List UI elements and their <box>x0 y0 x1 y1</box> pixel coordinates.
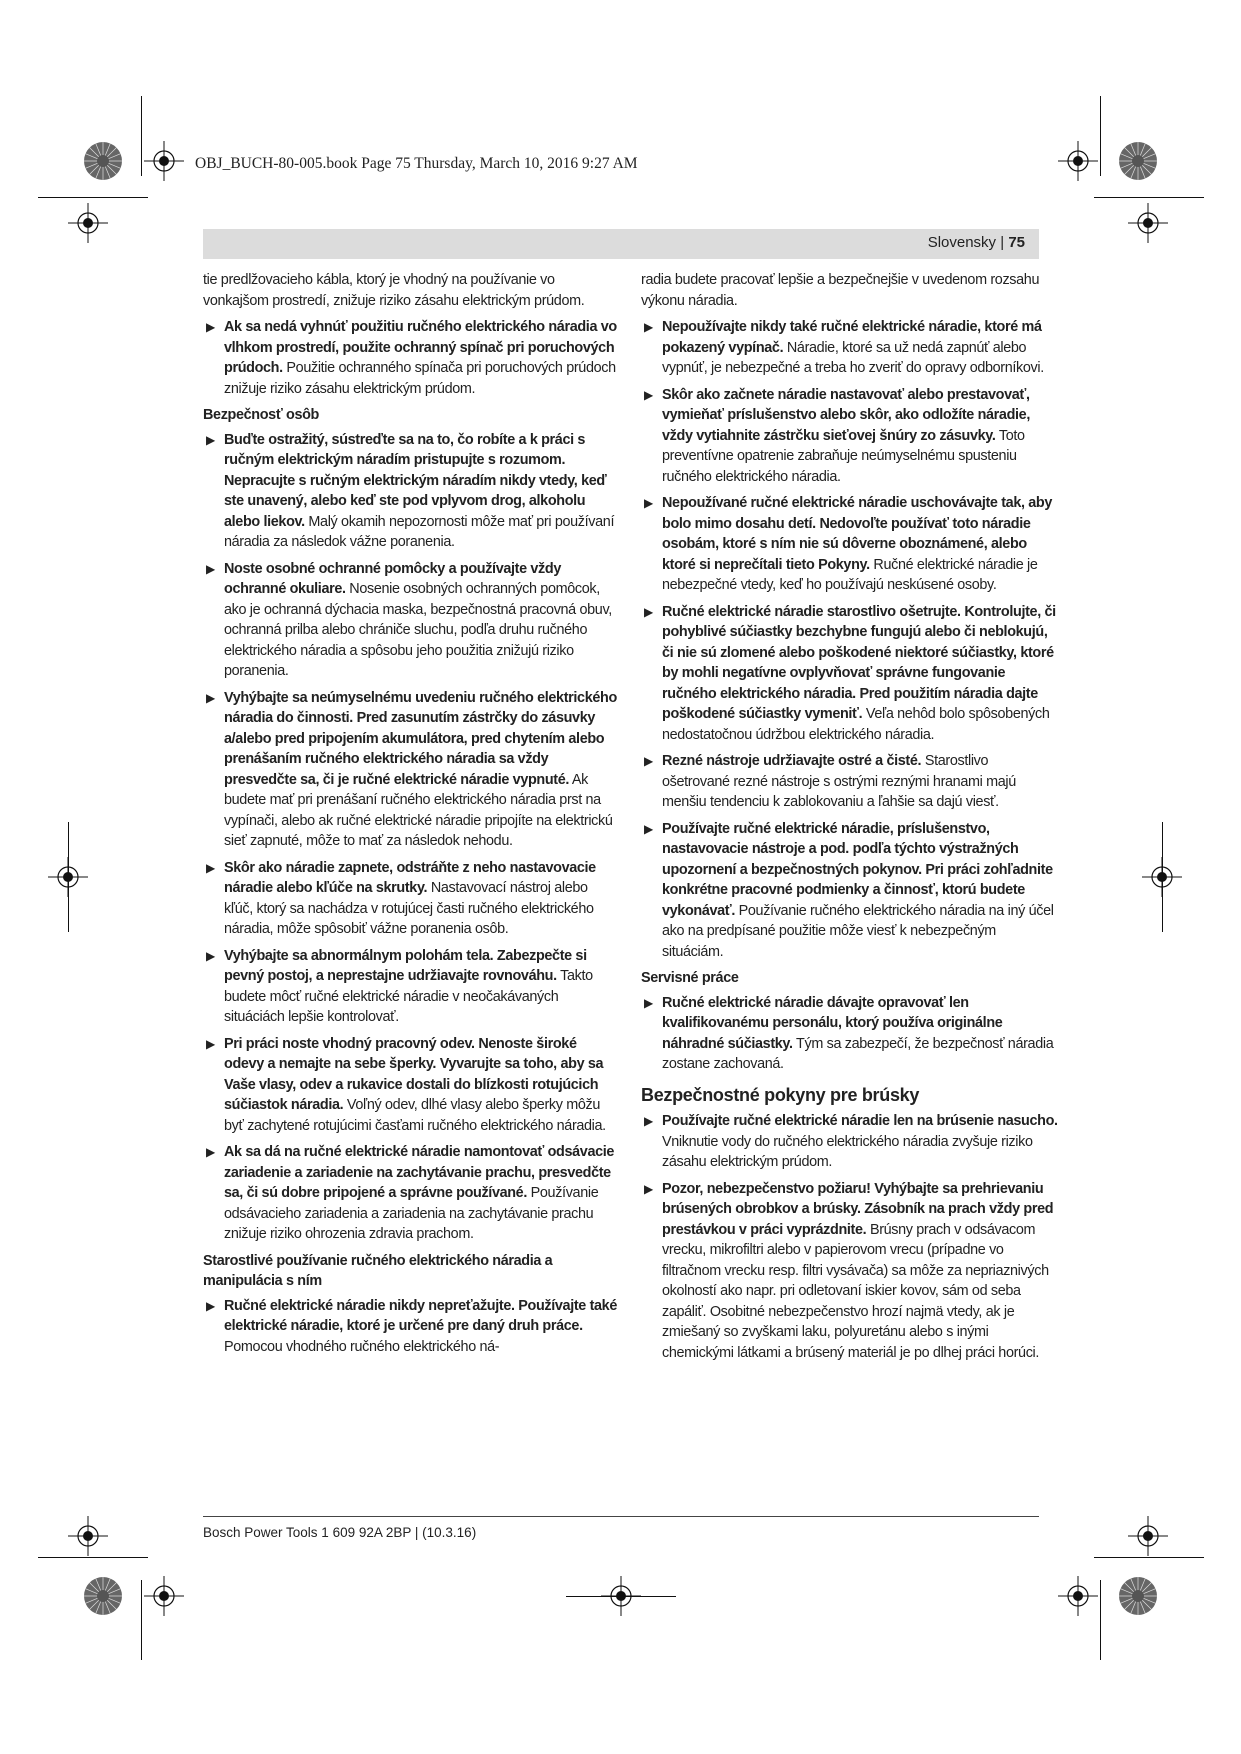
bullet-triangle-icon: ▶ <box>206 432 215 447</box>
right-items-b <box>641 993 1059 1075</box>
bullet-item <box>203 317 619 399</box>
bullet-text: Používanie ručného elektrického náradia na iný účel ako na predpísané použitie môže viesť k nebezpečným situáciám. <box>662 902 1054 960</box>
header-language: Slovensky <box>927 234 997 251</box>
bullet-triangle-icon: ▶ <box>206 860 215 875</box>
bullet-bold-lead: Rezné nástroje udržiavajte ostré a čisté. <box>662 753 922 769</box>
bullet-text: Vniknutie vody do ručného elektrického náradia zvyšuje riziko zásahu elektrickým prúdom. <box>662 1133 1033 1170</box>
left-items-a <box>203 317 619 399</box>
bullet-bold-lead: Používajte ručné elektrické náradie len na brúsenie nasucho. <box>662 1113 1058 1129</box>
bullet-text: Náradie, ktoré sa už nedá zapnúť alebo vypnúť, je nebezpečné a treba ho zveriť do opravy odborníkovi. <box>662 339 1044 376</box>
bullet-item <box>641 1111 1059 1173</box>
bullet-item <box>203 1142 619 1245</box>
bullet-triangle-icon: ▶ <box>644 496 653 510</box>
color-wheel-bottom-right <box>1118 1576 1158 1616</box>
bullet-item <box>203 946 619 1028</box>
footer-imprint: Bosch Power Tools 1 609 92A 2BP | (10.3.16) <box>203 1525 477 1540</box>
color-wheel-top-right <box>1118 141 1158 181</box>
page-number: 75 <box>1008 234 1025 251</box>
crosshair-bottom-right-b <box>1058 1576 1098 1616</box>
bullet-text: Tým sa zabezpečí, že bezpečnosť náradia zostane zachovaná. <box>662 1035 1054 1072</box>
bullet-item <box>641 602 1059 746</box>
color-wheel-top-left <box>83 141 123 181</box>
bullet-item <box>641 1179 1059 1364</box>
bullet-bold-lead: Skôr ako náradie zapnete, odstráňte z neho nastavovacie náradie alebo kľúče na skrutky. <box>224 859 596 896</box>
bullet-bold-lead: Nepoužívajte nikdy také ručné elektrické náradie, ktoré má pokazený vypínač. <box>662 319 1042 356</box>
bullet-bold-lead: Vyhýbajte sa neúmyselnému uvedeniu ručného elektrického náradia do činnosti. Pred zasunutím zástrčky do zásuvky a/alebo pred pripojením akumulátora, pred chytením alebo prenášaním ručného elektrického náradia sa vždy presvedčte sa, či je ručné elektrické náradie vypnuté. <box>224 689 617 788</box>
bullet-triangle-icon: ▶ <box>206 1145 215 1159</box>
bullet-item <box>641 385 1059 488</box>
bullet-triangle-icon: ▶ <box>206 1036 215 1051</box>
color-wheel-bottom-left <box>83 1576 123 1616</box>
bullet-bold-lead: Vyhýbajte sa abnormálnym polohám tela. Zabezpečte si pevný postoj, a neprestajne udržiavajte rovnováhu. <box>224 947 587 984</box>
bullet-item <box>203 1034 619 1137</box>
bullet-bold-lead: Ručné elektrické náradie nikdy nepreťažujte. Používajte také elektrické náradie, ktoré je určené pre daný druh práce. <box>224 1297 617 1334</box>
bullet-bold-lead: Ak sa nedá vyhnúť použitiu ručného elektrického náradia vo vlhkom prostredí, použite ochranný spínač pri poruchových prúdoch. <box>224 319 617 376</box>
bullet-triangle-icon: ▶ <box>644 387 653 402</box>
bullet-triangle-icon: ▶ <box>644 1114 653 1128</box>
section-heading-personal-safety: Bezpečnosť osôb <box>203 407 319 423</box>
bullet-triangle-icon: ▶ <box>206 320 215 334</box>
bullet-triangle-icon: ▶ <box>644 821 653 836</box>
left-items-c <box>203 1296 619 1358</box>
running-header <box>203 229 1039 259</box>
bullet-text: Toto preventívne opatrenie zabraňuje neúmyselnému spusteniu ručného elektrického náradia. <box>662 427 1025 485</box>
section-heading-service: Servisné práce <box>641 970 739 986</box>
bullet-bold-lead: Buďte ostražitý, sústreďte sa na to, čo robíte a k práci s ručným elektrickým náradím pristupujte s rozumom. Nepracujte s ručným elektrickým náradím nikdy vtedy, keď ste unavený, alebo keď ste pod vplyvom drog, alkoholu alebo liekov. <box>224 431 607 530</box>
left-column <box>203 270 619 1363</box>
crosshair-top-right-a <box>1058 141 1098 181</box>
bullet-bold-lead: Nepoužívané ručné elektrické náradie uschovávajte tak, aby bolo mimo dosahu detí. Nedovoľte používať toto náradie osobám, ktoré s ním nie sú dôverne oboznámené, alebo ktoré si neprečítali tieto Pokyny. <box>662 495 1053 573</box>
section-heading-tool-use-care: Starostlivé používanie ručného elektrického náradia a manipulácia s ním <box>203 1252 553 1289</box>
bullet-triangle-icon: ▶ <box>644 754 653 768</box>
right-column <box>641 270 1059 1369</box>
bullet-item <box>641 819 1059 963</box>
bullet-triangle-icon: ▶ <box>644 995 653 1010</box>
bullet-triangle-icon: ▶ <box>206 948 215 963</box>
bullet-text: Takto budete môcť ručné elektrické náradie v neočakávaných situáciách lepšie kontrolovať. <box>224 968 593 1025</box>
bullet-text: Nosenie osobných ochranných pomôcok, ako je ochranná dýchacia maska, bezpečnostná pracovná obuv, ochranná prilba alebo chrániče sluchu, podľa druhu ručného elektrického náradia a spôsobu jeho použitia znižujú riziko poranenia. <box>224 581 612 679</box>
bullet-bold-lead: Skôr ako začnete náradie nastavovať alebo prestavovať, vymieňať príslušenstvo alebo skôr, ako odložíte náradie, vždy vytiahnite zástrčku sieťovej šnúry zo zásuvky. <box>662 386 1030 444</box>
bullet-text: Nastavovací nástroj alebo kľúč, ktorý sa nachádza v rotujúcej časti ručného elektrického náradia, môže spôsobiť vážne poranenia osôb. <box>224 880 594 937</box>
crosshair-bottom-right-a <box>1128 1516 1168 1556</box>
crosshair-bottom-left-a <box>68 1516 108 1556</box>
bullet-item <box>203 688 619 852</box>
bullet-text: Brúsny prach v odsávacom vrecku, mikrofiltri alebo v papierovom vrecu (prípadne vo filtračnom vrecku resp. filtri vysávača) sa môže za nepriaznivých okolností ako napr. pri odletovaní iskier kovov, sám od seba zapáliť. Osobitné nebezpečenstvo hrozí najmä vtedy, ak je zmiešaný so zvyškami laku, polyuretánu alebo s inými chemickými látkami a brúsený materiál je po dlhej práci horúci. <box>662 1221 1049 1361</box>
bullet-bold-lead: Pri práci noste vhodný pracovný odev. Nenoste široké odevy a nemajte na sebe šperky. Vyvarujte sa toho, aby sa Vaše vlasy, odev a rukavice dostali do blízkosti rotujúcich súčiastok náradia. <box>224 1035 604 1113</box>
bullet-bold-lead: Používajte ručné elektrické náradie, príslušenstvo, nastavovacie nástroje a pod. podľa týchto výstražných upozornení a bezpečnostných pokynov. Pri práci zohľadnite konkrétne pracovné podmienky a činnosť, ktorú budete vykonávať. <box>662 820 1053 919</box>
bullet-bold-lead: Ručné elektrické náradie starostlivo ošetrujte. Kontrolujte, či pohyblivé súčiastky bezchybne fungujú alebo či neblokujú, či nie sú zlomené alebo poškodené niektoré súčiastky, ktoré by mohli negatívne ovplyvňovať správne fungovanie ručného elektrického náradia. Pred použitím náradia dajte poškodené súčiastky vymeniť. <box>662 603 1056 722</box>
left-intro: tie predlžovacieho kábla, ktorý je vhodný na používanie vo vonkajšom prostredí, znižuje riziko zásahu elektrickým prúdom. <box>203 272 585 309</box>
bullet-item <box>641 751 1059 813</box>
bullet-bold-lead: Ak sa dá na ručné elektrické náradie namontovať odsávacie zariadenie a zariadenie na zachytávanie prachu, presvedčte sa, či sú dobre pripojené a správne používané. <box>224 1144 615 1201</box>
bullet-text: Používanie odsávacieho zariadenia a zariadenia na zachytávanie prachu znižuje riziko ohrozenia zdravia prachom. <box>224 1185 599 1242</box>
bullet-text: Ručné elektrické náradie je nebezpečné vtedy, keď ho používajú neskúsené osoby. <box>662 556 1038 593</box>
bullet-item <box>641 317 1059 379</box>
bullet-bold-lead: Noste osobné ochranné pomôcky a používajte vždy ochranné okuliare. <box>224 560 561 597</box>
bullet-text: Ak budete mať pri prenášaní ručného elektrického náradia prst na vypínači, alebo ak ručné elektrické náradie pripojíte na elektrickú sieť zapnuté, môže to mať za následok nehodu. <box>224 771 613 849</box>
section-heading-sander-safety: Bezpečnostné pokyny pre brúsky <box>641 1084 920 1105</box>
bullet-triangle-icon: ▶ <box>644 320 653 334</box>
bullet-text: Veľa nehôd bolo spôsobených nedostatočnou údržbou elektrického náradia. <box>662 706 1050 743</box>
footer-rule <box>203 1516 1039 1517</box>
crosshair-bottom-left-b <box>144 1576 184 1616</box>
bullet-item <box>641 493 1059 596</box>
bullet-triangle-icon: ▶ <box>644 604 653 619</box>
bullet-item <box>641 993 1059 1075</box>
bullet-triangle-icon: ▶ <box>206 561 215 576</box>
bullet-item <box>203 858 619 940</box>
bullet-item <box>203 1296 619 1358</box>
crosshair-top-right-b <box>1128 203 1168 243</box>
bullet-item <box>203 559 619 682</box>
bullet-triangle-icon: ▶ <box>206 690 215 705</box>
bullet-text: Starostlivo ošetrované rezné nástroje s ostrými reznými hranami majú menšiu tendenciu k zablokovaniu a ľahšie sa dajú viesť. <box>662 753 1016 810</box>
header-separator: | <box>1000 234 1005 251</box>
bullet-bold-lead: Pozor, nebezpečenstvo požiaru! Vyhýbajte sa prehrievaniu brúsených obrobkov a brúsky. Zásobník na prach vždy pred prestávkou v práci vyprázdnite. <box>662 1180 1054 1238</box>
crosshair-top-left-b <box>68 203 108 243</box>
left-items-b <box>203 430 619 1245</box>
right-items-c <box>641 1111 1059 1363</box>
bullet-item <box>203 430 619 553</box>
bullet-text: Malý okamih nepozornosti môže mať pri používaní náradia za následok vážne poranenia. <box>224 513 615 550</box>
bullet-text: Pomocou vhodného ručného elektrického ná- <box>224 1338 500 1355</box>
right-items-a <box>641 317 1059 962</box>
bullet-triangle-icon: ▶ <box>206 1298 215 1313</box>
header-text <box>928 234 1025 251</box>
right-intro: radia budete pracovať lepšie a bezpečnejšie v uvedenom rozsahu výkonu náradia. <box>641 272 1040 309</box>
bullet-text: Použitie ochranného spínača pri poruchových prúdoch znižuje riziko zásahu elektrickým prúdom. <box>224 360 616 397</box>
file-info-slug: OBJ_BUCH-80-005.book Page 75 Thursday, March 10, 2016 9:27 AM <box>195 155 638 172</box>
bullet-text: Voľný odev, dlhé vlasy alebo šperky môžu byť zachytené rotujúcimi časťami ručného elektrického náradia. <box>224 1097 606 1134</box>
crosshair-top-left-a <box>144 141 184 181</box>
bullet-triangle-icon: ▶ <box>644 1181 653 1196</box>
bullet-bold-lead: Ručné elektrické náradie dávajte opravovať len kvalifikovanému personálu, ktorý používa originálne náhradné súčiastky. <box>662 994 1003 1052</box>
